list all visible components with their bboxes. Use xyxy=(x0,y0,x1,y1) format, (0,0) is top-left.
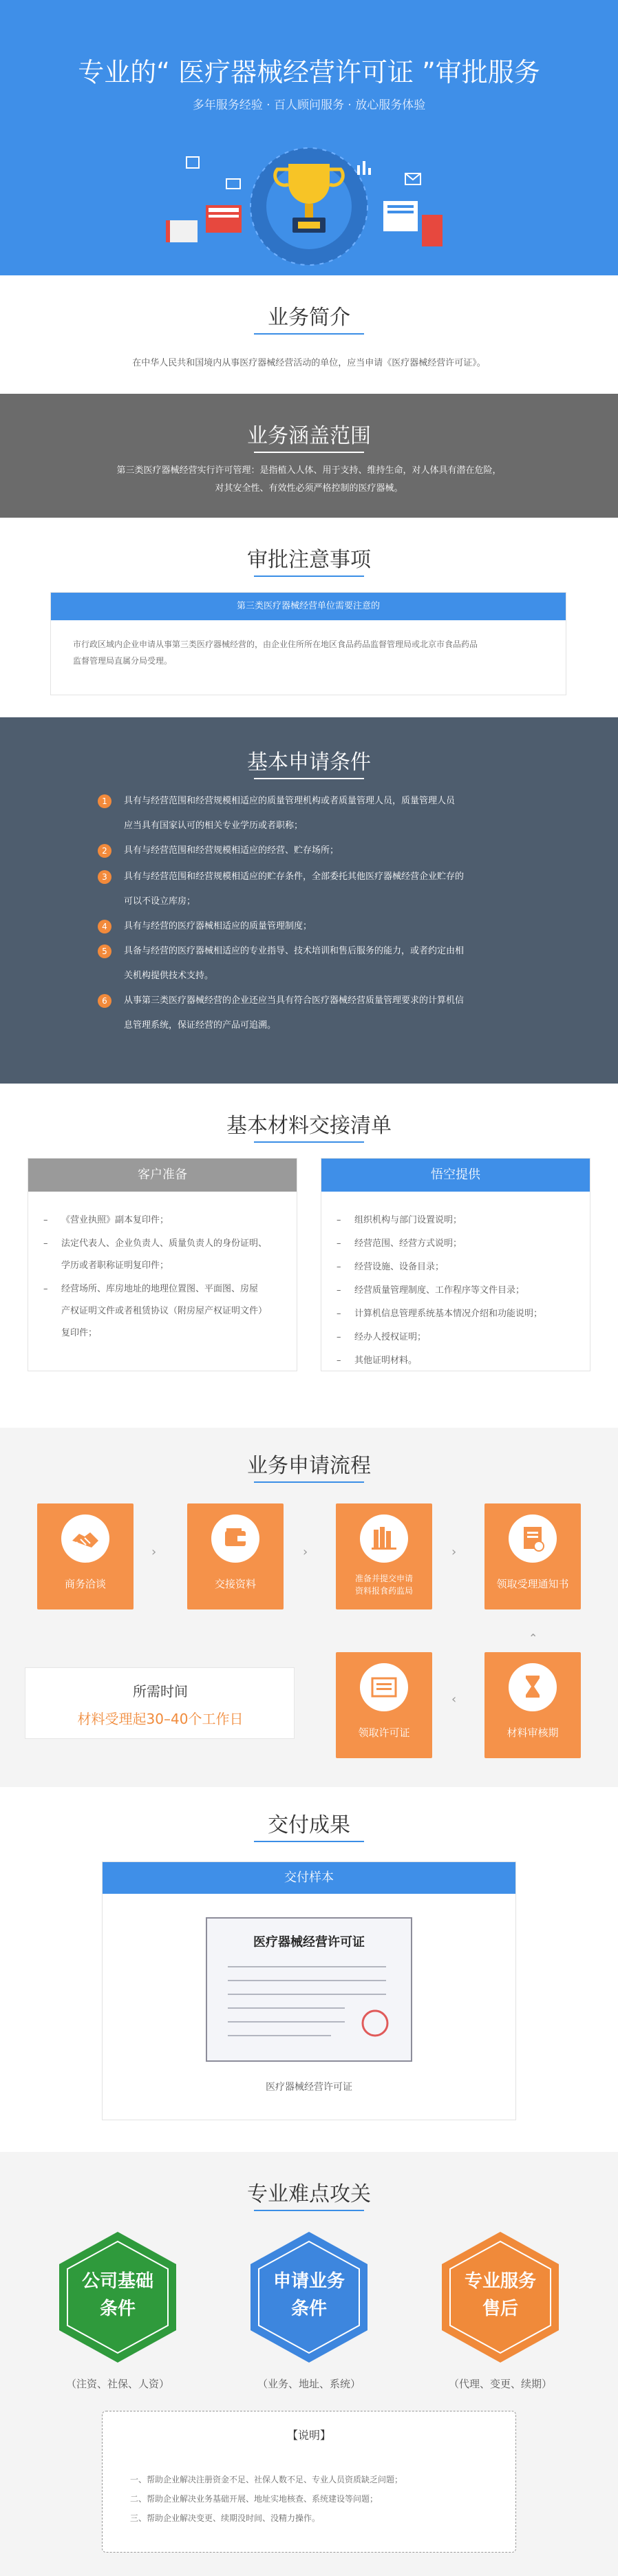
list-dash: – xyxy=(337,1332,341,1342)
process-step-label: 领取受理通知书 xyxy=(496,1578,569,1590)
customer-item: 法定代表人、企业负责人、质量负责人的身份证明、 xyxy=(61,1238,268,1249)
condition-number: 1 xyxy=(98,794,111,808)
customer-card xyxy=(28,1158,297,1371)
time-card-title: 所需时间 xyxy=(133,1683,188,1700)
process-underline xyxy=(254,1481,364,1483)
book-left-icon xyxy=(166,205,242,242)
wallet-icon xyxy=(211,1514,259,1563)
arrow-right-icon: › xyxy=(451,1545,457,1559)
intro-section xyxy=(0,275,618,394)
hex-label: 售后 xyxy=(482,2299,518,2319)
notes-box xyxy=(102,2411,516,2553)
condition-line: 具备与经营的医疗器械相适应的专业指导、技术培训和售后服务的能力，或者约定由相 xyxy=(124,946,465,956)
arrow-left-icon: ‹ xyxy=(451,1692,457,1707)
difficulty-title: 专业难点攻关 xyxy=(247,2182,371,2206)
materials-section xyxy=(0,1084,618,1428)
scope-underline xyxy=(254,452,364,453)
notice-box xyxy=(50,592,566,695)
seal-stamp xyxy=(363,2011,387,2036)
condition-line: 应当具有国家认可的相关专业学历或者职称； xyxy=(124,821,303,831)
envelope-icon xyxy=(405,173,420,184)
arrow-up-icon: ⌃ xyxy=(529,1632,538,1645)
provider-card xyxy=(321,1158,590,1371)
calendar-icon xyxy=(187,157,199,168)
process-title: 业务申请流程 xyxy=(247,1454,371,1478)
delivery-underline xyxy=(254,1841,364,1842)
customer-card-header: 客户准备 xyxy=(28,1159,297,1192)
conditions-section xyxy=(0,717,618,1084)
customer-item: 学历或者职称证明复印件； xyxy=(61,1260,169,1271)
notice-line-1: 市行政区域内企业申请从事第三类医疗器械经营的，由企业住所所在地区食品药品监督管理局或北京市食品药品 xyxy=(73,640,478,649)
list-dash: – xyxy=(43,1215,48,1225)
trophy-illustration xyxy=(151,124,467,268)
time-card-value: 材料受理起30–40个工作日 xyxy=(77,1711,244,1727)
intro-underline xyxy=(254,333,364,335)
process-step-submit xyxy=(336,1503,432,1609)
notice-section xyxy=(0,518,618,717)
notice-title: 审批注意事项 xyxy=(247,548,371,572)
condition-line: 具有与经营范围和经营规模相适应的经营、贮存场所； xyxy=(124,845,339,856)
certificate-title: 医疗器械经营许可证 xyxy=(253,1935,365,1950)
hourglass-icon xyxy=(509,1663,557,1711)
note-item: 三、帮助企业解决变更、续期没时间、没精力操作。 xyxy=(130,2513,321,2523)
certificate-icon xyxy=(360,1663,408,1711)
books-icon xyxy=(360,1514,408,1563)
list-dash: – xyxy=(337,1285,341,1296)
provider-card-header: 悟空提供 xyxy=(321,1159,590,1192)
provider-item: 经营设施、设备目录； xyxy=(354,1262,445,1272)
hex-label: 专业服务 xyxy=(464,2271,536,2292)
materials-underline xyxy=(254,1141,364,1143)
arrow-right-icon: › xyxy=(151,1545,157,1559)
scope-line-2: 对其安全性、有效性必须严格控制的医疗器械。 xyxy=(215,483,403,494)
hex-subtitle: （业务、地址、系统） xyxy=(257,2378,361,2390)
condition-line: 具有与经营的医疗器械相适应的质量管理制度； xyxy=(124,921,312,931)
list-dash: – xyxy=(43,1284,48,1294)
process-step-label: 材料审核期 xyxy=(507,1727,559,1739)
process-step-label: 资料报食药监局 xyxy=(354,1586,413,1596)
condition-number: 5 xyxy=(98,944,111,958)
customer-item: 《营业执照》副本复印件； xyxy=(61,1215,169,1225)
hero-title: 专业的“ 医疗器械经营许可证 ”审批服务 xyxy=(78,57,540,87)
delivery-card-header: 交付样本 xyxy=(103,1862,515,1894)
certificate-lines xyxy=(207,1919,411,2056)
arrow-right-icon: › xyxy=(303,1545,308,1559)
process-step-negotiation xyxy=(37,1503,134,1609)
difficulty-section xyxy=(0,2152,618,2576)
hero-subtitle: 多年服务经验 · 百人顾问服务 · 放心服务体验 xyxy=(192,98,426,112)
document-icon xyxy=(509,1514,557,1563)
hex-label: 申请业务 xyxy=(273,2271,345,2292)
provider-item: 计算机信息管理系统基本情况介绍和功能说明； xyxy=(354,1309,543,1319)
scope-title: 业务涵盖范围 xyxy=(247,424,371,448)
condition-number: 6 xyxy=(98,994,111,1008)
note-item: 二、帮助企业解决业务基础开展、地址实地核查、系统建设等问题； xyxy=(130,2494,379,2504)
process-step-acceptance-notice xyxy=(484,1503,581,1609)
condition-line: 从事第三类医疗器械经营的企业还应当具有符合医疗器械经营质量管理要求的计算机信 xyxy=(124,995,465,1006)
hex-label: 条件 xyxy=(290,2299,327,2319)
certificate-caption: 医疗器械经营许可证 xyxy=(266,2082,352,2093)
delivery-title: 交付成果 xyxy=(268,1813,350,1837)
condition-number: 4 xyxy=(98,920,111,933)
hero-banner xyxy=(0,0,618,275)
process-step-label: 交接资料 xyxy=(214,1578,256,1590)
list-dash: – xyxy=(337,1262,341,1272)
process-step-handover xyxy=(187,1503,284,1609)
scope-line-1: 第三类医疗器械经营实行许可管理：是指植入人体、用于支持、维持生命，对人体具有潜在危险， xyxy=(116,465,502,476)
process-step-review xyxy=(484,1652,581,1758)
provider-item: 其他证明材料。 xyxy=(354,1355,418,1366)
customer-item: 复印件； xyxy=(61,1328,98,1338)
intro-text: 在中华人民共和国境内从事医疗器械经营活动的单位，应当申请《医疗器械经营许可证》。 xyxy=(132,358,486,368)
conditions-title: 基本申请条件 xyxy=(247,750,371,774)
list-dash: – xyxy=(337,1215,341,1225)
delivery-card xyxy=(102,1861,516,2120)
list-dash: – xyxy=(337,1355,341,1366)
condition-line: 具有与经营范围和经营规模相适应的贮存条件，全部委托其他医疗器械经营企业贮存的 xyxy=(124,872,465,882)
chart-icon xyxy=(357,161,371,175)
hex-label: 公司基础 xyxy=(81,2271,153,2292)
notes-title: 【说明】 xyxy=(286,2429,331,2442)
note-item: 一、帮助企业解决注册资金不足、社保人数不足、专业人员资质缺乏问题； xyxy=(130,2475,403,2484)
list-dash: – xyxy=(337,1309,341,1319)
customer-item: 经营场所、库房地址的地理位置图、平面图、房屋 xyxy=(61,1284,259,1294)
difficulty-underline xyxy=(254,2210,364,2211)
book-right-icon xyxy=(383,201,443,246)
condition-line: 具有与经营范围和经营规模相适应的质量管理机构或者质量管理人员，质量管理人员 xyxy=(124,796,456,806)
hex-subtitle: （注资、社保、人资） xyxy=(65,2378,169,2390)
time-card xyxy=(25,1667,295,1739)
notice-box-header: 第三类医疗器械经营单位需要注意的 xyxy=(51,593,566,620)
provider-item: 经营质量管理制度、工作程序等文件目录； xyxy=(354,1285,525,1296)
folder-icon xyxy=(226,179,240,189)
process-section xyxy=(0,1428,618,1787)
hex-label: 条件 xyxy=(99,2299,136,2319)
provider-item: 经办人授权证明； xyxy=(354,1332,427,1342)
hex-subtitle: （代理、变更、续期） xyxy=(448,2378,552,2390)
customer-item: 产权证明文件或者租赁协议（附房屋产权证明文件） xyxy=(61,1306,268,1316)
process-step-label: 领取许可证 xyxy=(358,1727,410,1739)
provider-item: 经营范围、经营方式说明； xyxy=(354,1238,462,1249)
notice-line-2: 监督管理局直属分局受理。 xyxy=(73,656,173,666)
process-step-label: 准备并提交申请 xyxy=(354,1574,413,1583)
process-step-label: 商务洽谈 xyxy=(64,1578,106,1590)
condition-line: 息管理系统，保证经营的产品可追溯。 xyxy=(124,1020,277,1031)
intro-title: 业务简介 xyxy=(268,306,350,330)
handshake-icon xyxy=(61,1514,109,1563)
certificate-image xyxy=(206,1917,412,2062)
notice-underline xyxy=(254,576,364,577)
process-step-license xyxy=(336,1652,432,1758)
condition-number: 3 xyxy=(98,870,111,884)
delivery-section xyxy=(0,1787,618,2152)
condition-line: 可以不设立库房； xyxy=(124,896,196,907)
scope-section xyxy=(0,394,618,518)
condition-number: 2 xyxy=(98,844,111,858)
condition-line: 关机构提供技术支持。 xyxy=(124,971,214,981)
list-dash: – xyxy=(337,1238,341,1249)
list-dash: – xyxy=(43,1238,48,1249)
materials-title: 基本材料交接清单 xyxy=(226,1114,392,1138)
conditions-underline xyxy=(254,778,364,779)
provider-item: 组织机构与部门设置说明； xyxy=(354,1215,462,1225)
